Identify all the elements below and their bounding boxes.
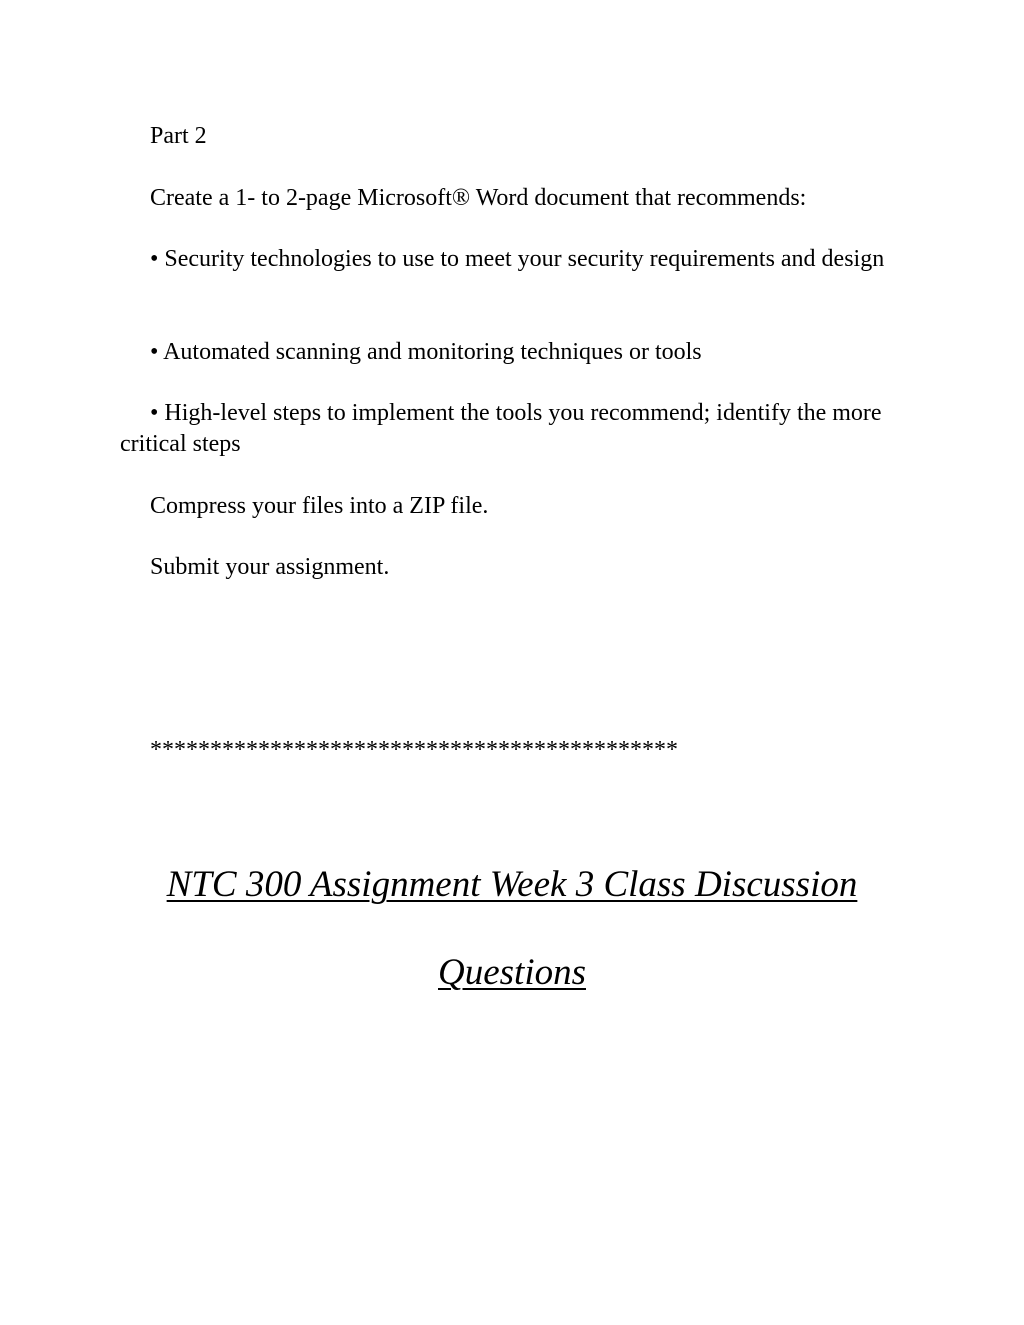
section-heading-part-2: Part 2 xyxy=(150,123,207,149)
bullet-automated-scanning: • Automated scanning and monitoring techniques or tools xyxy=(150,339,702,365)
submit-instruction: Submit your assignment. xyxy=(150,554,390,580)
assignment-title-line-2: Questions xyxy=(438,952,586,993)
bullet-security-technologies: • Security technologies to use to meet your security requirements and design xyxy=(150,246,885,272)
asterisk-separator: ******************************************** xyxy=(150,737,678,763)
assignment-title-line-1: NTC 300 Assignment Week 3 Class Discussion xyxy=(166,864,858,905)
bullet-high-level-steps: • High-level steps to implement the tools you recommend; identify the more critical steps xyxy=(120,400,882,457)
compress-files-instruction: Compress your files into a ZIP file. xyxy=(150,493,489,519)
instruction-paragraph: Create a 1- to 2-page Microsoft® Word document that recommends: xyxy=(150,185,807,211)
